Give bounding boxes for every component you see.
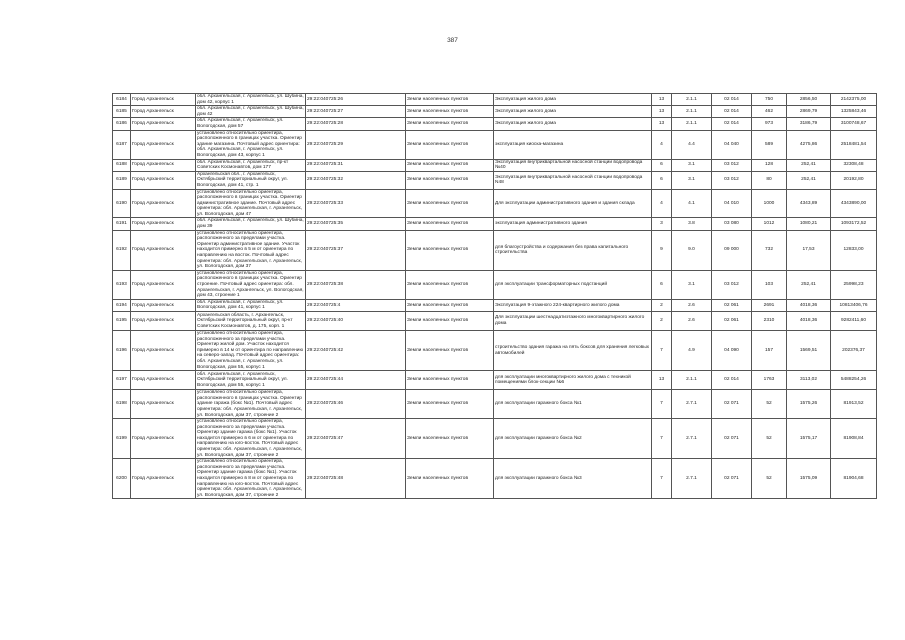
use-code-cell: 02 014 bbox=[712, 106, 752, 118]
area-cell: 80 bbox=[752, 171, 787, 189]
table-row bbox=[113, 171, 877, 189]
cadastral-number-cell: 29:22:040725:46 bbox=[306, 390, 406, 419]
permitted-use-cell: Эксплуатация жилого дома bbox=[494, 106, 652, 118]
use-code-cell: 03 080 bbox=[712, 218, 752, 230]
cadastral-value-cell: 10813406,76 bbox=[831, 299, 877, 311]
specific-value-cell: 4018,36 bbox=[787, 299, 831, 311]
cadastral-value-cell: 5488254,26 bbox=[831, 371, 877, 390]
specific-value-cell: 252,41 bbox=[787, 171, 831, 189]
permitted-use-cell: Эксплуатация жилого дома bbox=[494, 118, 652, 130]
cadastral-number-cell: 29:22:040725:38 bbox=[306, 270, 406, 299]
land-category-cell: Земли населенных пунктов bbox=[406, 371, 494, 390]
address-cell: обл. Архангельская, г. Архангельск, ул. Шубина, дом 39 bbox=[197, 218, 304, 230]
land-category-cell: Земли населенных пунктов bbox=[406, 171, 494, 189]
use-code-cell: 03 012 bbox=[712, 171, 752, 189]
table-row bbox=[113, 218, 877, 230]
table-row bbox=[113, 371, 877, 390]
cadastral-number-cell: 29:22:040725:48 bbox=[306, 459, 406, 499]
permitted-use-cell: для благоустройства и содержания без права капитального строительства bbox=[494, 230, 652, 270]
cadastral-number-cell: 29:22:040725:47 bbox=[306, 419, 406, 459]
area-cell: 1000 bbox=[752, 189, 787, 218]
area-cell: 1012 bbox=[752, 218, 787, 230]
land-category-cell: Земли населенных пунктов bbox=[406, 390, 494, 419]
row-number: 6200 bbox=[113, 459, 131, 499]
row-number: 6184 bbox=[113, 94, 131, 106]
address-cell: обл. Архангельская, г. Архангельск, Октябрьский территориальный округ, ул. Вологодская, дом 55, корпус 1 bbox=[196, 371, 306, 390]
land-category-cell: Земли населенных пунктов bbox=[406, 311, 494, 330]
permitted-use-cell: Для эксплуатации административного здания и здания склада bbox=[494, 189, 652, 218]
city-cell: Город Архангельск bbox=[131, 459, 196, 499]
city-cell: Город Архангельск bbox=[131, 371, 196, 390]
area-cell: 2691 bbox=[752, 299, 787, 311]
cadastral-value-cell: 81908,84 bbox=[831, 419, 877, 459]
address-cell: обл. Архангельская, г. Архангельск, ул. Шубина, дом 42, корпус 1 bbox=[197, 94, 304, 105]
cadastral-number-cell: 29:22:040725:26 bbox=[306, 94, 406, 106]
group-cell: 6 bbox=[652, 270, 672, 299]
address-cell: установлено относительно ориентира, расположенного за пределами участка. Ориентир административное здание. Участок находится примерно в 5 м от ориентира по направлению на восток. Почтовый адрес ориентира: обл. Архангельская, г. Архангельск, ул. Вологодская, дом 37 bbox=[196, 230, 306, 270]
address-cell: установлено относительно ориентира, расположенного в границах участка. Ориентир строение. Почтовый адрес ориентира: обл. Архангельская, г. Архангельск, ул. Вологодская, дом 43, строение 1 bbox=[197, 270, 304, 299]
row-number: 6197 bbox=[113, 371, 131, 390]
address-cell: Архангельская область, г. Архангельск, Октябрьский территориальный округ, пр-кт Советских Космонавтов, д. 175, корп. 1 bbox=[196, 311, 306, 330]
city-cell: Город Архангельск bbox=[131, 171, 196, 189]
cadastral-value-cell: 81904,68 bbox=[831, 459, 877, 499]
cadastral-number-cell: 29:22:040725:27 bbox=[306, 106, 406, 118]
class-cell: 4.1 bbox=[672, 189, 712, 218]
specific-value-cell: 2856,50 bbox=[787, 94, 831, 106]
table-body bbox=[113, 94, 877, 499]
address-cell: установлено относительно ориентира, расположенного за пределами участка. Ориентир жилой дом. Участок находится примерно в 14 м от ориентира по направлению на северо-запад. Почтовый адрес ориентира: обл. Архангельская, г. Архангельск, ул. Вологодская, дом 55, корпус 1 bbox=[196, 330, 306, 370]
city-cell: Город Архангельск bbox=[131, 419, 196, 459]
city-cell: Город Архангельск bbox=[131, 330, 196, 370]
row-number: 6199 bbox=[113, 419, 131, 459]
area-cell: 750 bbox=[752, 94, 787, 106]
class-cell: 2.6 bbox=[672, 311, 712, 330]
group-cell: 6 bbox=[652, 159, 672, 171]
row-number: 6192 bbox=[113, 230, 131, 270]
land-category-cell: Земли населенных пунктов bbox=[406, 218, 494, 230]
area-cell: 103 bbox=[752, 270, 787, 299]
city-cell: Город Архангельск bbox=[131, 159, 196, 171]
area-cell: 52 bbox=[752, 419, 787, 459]
permitted-use-cell: строительство здания гаража на пять боксов для хранения легковых автомобилей bbox=[494, 330, 652, 370]
cadastral-number-cell: 29:22:040725:33 bbox=[306, 189, 406, 218]
area-cell: 973 bbox=[752, 118, 787, 130]
cadastral-number-cell: 29:22:040725:4 bbox=[306, 299, 406, 311]
city-cell: Город Архангельск bbox=[131, 106, 196, 118]
land-register-table bbox=[112, 93, 877, 499]
address-cell: установлено относительно ориентира, расположенного в границах участка. Ориентир административное здание. Почтовый адрес ориентира: обл. Архангельская, г. Архангельск, ул. Вологодская, дом 47 bbox=[196, 189, 306, 218]
group-cell: 7 bbox=[652, 459, 672, 499]
page-number: 387 bbox=[447, 37, 458, 44]
city-cell: Город Архангельск bbox=[131, 230, 196, 270]
specific-value-cell: 1575,26 bbox=[787, 390, 831, 419]
group-cell: 9 bbox=[652, 230, 672, 270]
cadastral-value-cell: 12833,00 bbox=[831, 230, 877, 270]
table-row bbox=[113, 270, 877, 299]
table-row bbox=[113, 230, 877, 270]
table-row bbox=[113, 130, 877, 159]
specific-value-cell: 17,53 bbox=[787, 230, 831, 270]
permitted-use-cell: для эксплуатации трансформаторных подстанций bbox=[494, 270, 652, 299]
use-code-cell: 03 012 bbox=[712, 159, 752, 171]
class-cell: 4.9 bbox=[672, 330, 712, 370]
use-code-cell: 09 000 bbox=[712, 230, 752, 270]
cadastral-value-cell: 1325843,46 bbox=[831, 106, 877, 118]
specific-value-cell: 4343,89 bbox=[787, 189, 831, 218]
land-category-cell: Земли населенных пунктов bbox=[406, 270, 494, 299]
table-row bbox=[113, 390, 877, 419]
address-cell: обл. Архангельская, г. Архангельск, ул. Вологодская, дом 41, корпус 1 bbox=[196, 299, 306, 311]
class-cell: 2.1.1 bbox=[672, 371, 712, 390]
class-cell: 2.6 bbox=[672, 299, 712, 311]
use-code-cell: 02 071 bbox=[712, 390, 752, 419]
permitted-use-cell: Для эксплуатации шестнадцатиэтажного многоквартирного жилого дома bbox=[494, 311, 652, 330]
address-cell: обл. Архангельская, г. Архангельск, ул. Вологодская, дом 57 bbox=[196, 118, 306, 130]
cadastral-value-cell: 9282411,60 bbox=[831, 311, 877, 330]
specific-value-cell: 2869,79 bbox=[787, 106, 831, 118]
city-cell: Город Архангельск bbox=[131, 311, 196, 330]
row-number: 6198 bbox=[113, 390, 131, 419]
use-code-cell: 02 014 bbox=[712, 94, 752, 106]
class-cell: 2.7.1 bbox=[672, 419, 712, 459]
table-row bbox=[113, 159, 877, 171]
row-number: 6191 bbox=[113, 218, 131, 230]
cadastral-value-cell: 2142375,00 bbox=[831, 94, 877, 106]
city-cell: Город Архангельск bbox=[131, 130, 196, 159]
permitted-use-cell: для эксплуатации гаражного бокса №2 bbox=[494, 419, 652, 459]
specific-value-cell: 3113,02 bbox=[787, 371, 831, 390]
table-row bbox=[113, 94, 877, 106]
permitted-use-cell: Эксплуатация внутриквартальной насосной станции водопровода №40 bbox=[494, 159, 652, 171]
group-cell: 4 bbox=[652, 189, 672, 218]
group-cell: 4 bbox=[652, 130, 672, 159]
use-code-cell: 02 061 bbox=[712, 311, 752, 330]
city-cell: Город Архангельск bbox=[131, 94, 196, 106]
area-cell: 2310 bbox=[752, 311, 787, 330]
cadastral-number-cell: 29:22:040725:44 bbox=[306, 371, 406, 390]
row-number: 6188 bbox=[113, 159, 131, 171]
cadastral-value-cell: 3100748,67 bbox=[831, 118, 877, 130]
address-cell: обл. Архангельская, г. Архангельск, пр-кт Советских Космонавтов, дом 177 bbox=[196, 159, 306, 171]
permitted-use-cell: Эксплуатация 9-этажного 224-квартирного жилого дома bbox=[494, 299, 652, 311]
area-cell: 1763 bbox=[752, 371, 787, 390]
class-cell: 9.0 bbox=[672, 230, 712, 270]
class-cell: 2.1.1 bbox=[672, 106, 712, 118]
table-row bbox=[113, 330, 877, 370]
area-cell: 589 bbox=[752, 130, 787, 159]
class-cell: 3.1 bbox=[672, 159, 712, 171]
land-category-cell: Земли населенных пунктов bbox=[406, 299, 494, 311]
group-cell: 6 bbox=[652, 171, 672, 189]
city-cell: Город Архангельск bbox=[131, 189, 196, 218]
class-cell: 3.1 bbox=[672, 171, 712, 189]
use-code-cell: 04 010 bbox=[712, 189, 752, 218]
cadastral-value-cell: 81913,52 bbox=[831, 390, 877, 419]
specific-value-cell: 1575,09 bbox=[787, 459, 831, 499]
class-cell: 2.1.1 bbox=[672, 94, 712, 106]
address-cell: обл. Архангельская, г. Архангельск, ул. Шубина, дом 42 bbox=[197, 106, 304, 117]
cadastral-number-cell: 29:22:040725:31 bbox=[306, 159, 406, 171]
permitted-use-cell: Эксплуатация жилого дома bbox=[494, 94, 652, 106]
cadastral-value-cell: 1093172,52 bbox=[831, 218, 877, 230]
specific-value-cell: 4275,86 bbox=[787, 130, 831, 159]
land-category-cell: Земли населенных пунктов bbox=[406, 459, 494, 499]
specific-value-cell: 3186,79 bbox=[787, 118, 831, 130]
group-cell: 2 bbox=[652, 311, 672, 330]
land-category-cell: Земли населенных пунктов bbox=[406, 118, 494, 130]
specific-value-cell: 1575,17 bbox=[787, 419, 831, 459]
area-cell: 732 bbox=[752, 230, 787, 270]
group-cell: 7 bbox=[652, 330, 672, 370]
cadastral-number-cell: 29:22:040725:35 bbox=[306, 218, 406, 230]
permitted-use-cell: для эксплуатации гаражного бокса №1 bbox=[494, 390, 652, 419]
address-cell: установлено относительно ориентира, расположенного за пределами участка. Ориентир здание гаража (бокс №1). Участок находится примерно в 8 м от ориентира по направлению на юго-восток. Почтовый адрес ориентира: обл. Архангельская, г. Архангельск, ул. Вологодская, дом 37, строение 2 bbox=[196, 459, 306, 499]
area-cell: 52 bbox=[752, 390, 787, 419]
address-cell: установлено относительно ориентира, расположенного в границах участка. Ориентир здание магазина. Почтовый адрес ориентира: обл. Архангельская, г. Архангельск, ул. Вологодская, дом 43, корпус 1 bbox=[196, 130, 306, 159]
group-cell: 13 bbox=[652, 94, 672, 106]
area-cell: 462 bbox=[752, 106, 787, 118]
table-row bbox=[113, 118, 877, 130]
use-code-cell: 02 071 bbox=[712, 459, 752, 499]
cadastral-value-cell: 20192,80 bbox=[831, 171, 877, 189]
table-row bbox=[113, 459, 877, 499]
row-number: 6196 bbox=[113, 330, 131, 370]
group-cell: 7 bbox=[652, 390, 672, 419]
class-cell: 2.7.1 bbox=[672, 459, 712, 499]
city-cell: Город Архангельск bbox=[131, 390, 196, 419]
use-code-cell: 02 061 bbox=[712, 299, 752, 311]
group-cell: 3 bbox=[652, 218, 672, 230]
use-code-cell: 04 090 bbox=[712, 330, 752, 370]
cadastral-value-cell: 4343890,00 bbox=[831, 189, 877, 218]
land-category-cell: Земли населенных пунктов bbox=[406, 419, 494, 459]
cadastral-number-cell: 29:22:040725:37 bbox=[306, 230, 406, 270]
group-cell: 7 bbox=[652, 419, 672, 459]
use-code-cell: 02 071 bbox=[712, 419, 752, 459]
land-category-cell: Земли населенных пунктов bbox=[406, 159, 494, 171]
address-cell: установлено относительно ориентира, расположенного в границах участка. Ориентир здание гаража (бокс №1). Почтовый адрес ориентира: обл. Архангельская, г. Архангельск, ул. Вологодская, дом 37, строение 2 bbox=[196, 390, 306, 419]
table-row bbox=[113, 189, 877, 218]
use-code-cell: 02 014 bbox=[712, 371, 752, 390]
use-code-cell: 03 012 bbox=[712, 270, 752, 299]
cadastral-value-cell: 202376,37 bbox=[831, 330, 877, 370]
permitted-use-cell: эксплуатация киоска-магазина bbox=[494, 130, 652, 159]
row-number: 6186 bbox=[113, 118, 131, 130]
row-number: 6185 bbox=[113, 106, 131, 118]
class-cell: 2.1.1 bbox=[672, 118, 712, 130]
cadastral-value-cell: 25998,23 bbox=[831, 270, 877, 299]
permitted-use-cell: для эксплуатации гаражного бокса №3 bbox=[494, 459, 652, 499]
city-cell: Город Архангельск bbox=[131, 118, 196, 130]
group-cell: 13 bbox=[652, 106, 672, 118]
class-cell: 2.7.1 bbox=[672, 390, 712, 419]
group-cell: 2 bbox=[652, 299, 672, 311]
cadastral-number-cell: 29:22:040725:32 bbox=[306, 171, 406, 189]
row-number: 6193 bbox=[113, 270, 131, 299]
land-category-cell: Земли населенных пунктов bbox=[406, 330, 494, 370]
group-cell: 13 bbox=[652, 118, 672, 130]
cadastral-number-cell: 29:22:040725:42 bbox=[306, 330, 406, 370]
cadastral-number-cell: 29:22:040725:28 bbox=[306, 118, 406, 130]
area-cell: 157 bbox=[752, 330, 787, 370]
row-number: 6189 bbox=[113, 171, 131, 189]
area-cell: 52 bbox=[752, 459, 787, 499]
use-code-cell: 04 040 bbox=[712, 130, 752, 159]
row-number: 6195 bbox=[113, 311, 131, 330]
cadastral-number-cell: 29:22:040725:40 bbox=[306, 311, 406, 330]
area-cell: 128 bbox=[752, 159, 787, 171]
land-category-cell: Земли населенных пунктов bbox=[406, 230, 494, 270]
land-category-cell: Земли населенных пунктов bbox=[406, 94, 494, 106]
table-row bbox=[113, 311, 877, 330]
specific-value-cell: 252,41 bbox=[787, 270, 831, 299]
table-row bbox=[113, 299, 877, 311]
specific-value-cell: 1080,21 bbox=[787, 218, 831, 230]
use-code-cell: 02 014 bbox=[712, 118, 752, 130]
class-cell: 3.8 bbox=[672, 218, 712, 230]
table-row bbox=[113, 419, 877, 459]
cadastral-number-cell: 29:22:040725:29 bbox=[306, 130, 406, 159]
city-cell: Город Архангельск bbox=[131, 270, 196, 299]
class-cell: 3.1 bbox=[672, 270, 712, 299]
specific-value-cell: 4018,36 bbox=[787, 311, 831, 330]
city-cell: Город Архангельск bbox=[131, 299, 196, 311]
class-cell: 4.4 bbox=[672, 130, 712, 159]
cadastral-value-cell: 32308,48 bbox=[831, 159, 877, 171]
row-number: 6194 bbox=[113, 299, 131, 311]
land-category-cell: Земли населенных пунктов bbox=[406, 106, 494, 118]
specific-value-cell: 252,41 bbox=[787, 159, 831, 171]
row-number: 6187 bbox=[113, 130, 131, 159]
row-number: 6190 bbox=[113, 189, 131, 218]
land-category-cell: Земли населенных пунктов bbox=[406, 189, 494, 218]
cadastral-value-cell: 2518481,54 bbox=[831, 130, 877, 159]
land-category-cell: Земли населенных пунктов bbox=[406, 130, 494, 159]
specific-value-cell: 1569,51 bbox=[787, 330, 831, 370]
city-cell: Город Архангельск bbox=[131, 218, 196, 230]
group-cell: 13 bbox=[652, 371, 672, 390]
permitted-use-cell: эксплуатация административного здания bbox=[494, 218, 652, 230]
address-cell: установлено относительно ориентира, расположенного за пределами участка. Ориентир здание гаража (бокс №1). Участок находится примерно в 6 м от ориентира по направлению на юго-восток. Почтовый адрес ориентира: обл. Архангельская, г. Архангельск, ул. Вологодская, дом 37, строение 2 bbox=[196, 419, 306, 459]
permitted-use-cell: для эксплуатации многоквартирного жилого дома с техникой помещениями блок-секции №6 bbox=[494, 371, 652, 390]
table-row bbox=[113, 106, 877, 118]
permitted-use-cell: Эксплуатация внутриквартальной насосной станции водопровода N48 bbox=[494, 171, 652, 189]
address-cell: Архангельская обл., г. Архангельск, Октябрьский территориальный округ, ул. Вологодская, дом 41, стр. 1 bbox=[196, 171, 306, 189]
